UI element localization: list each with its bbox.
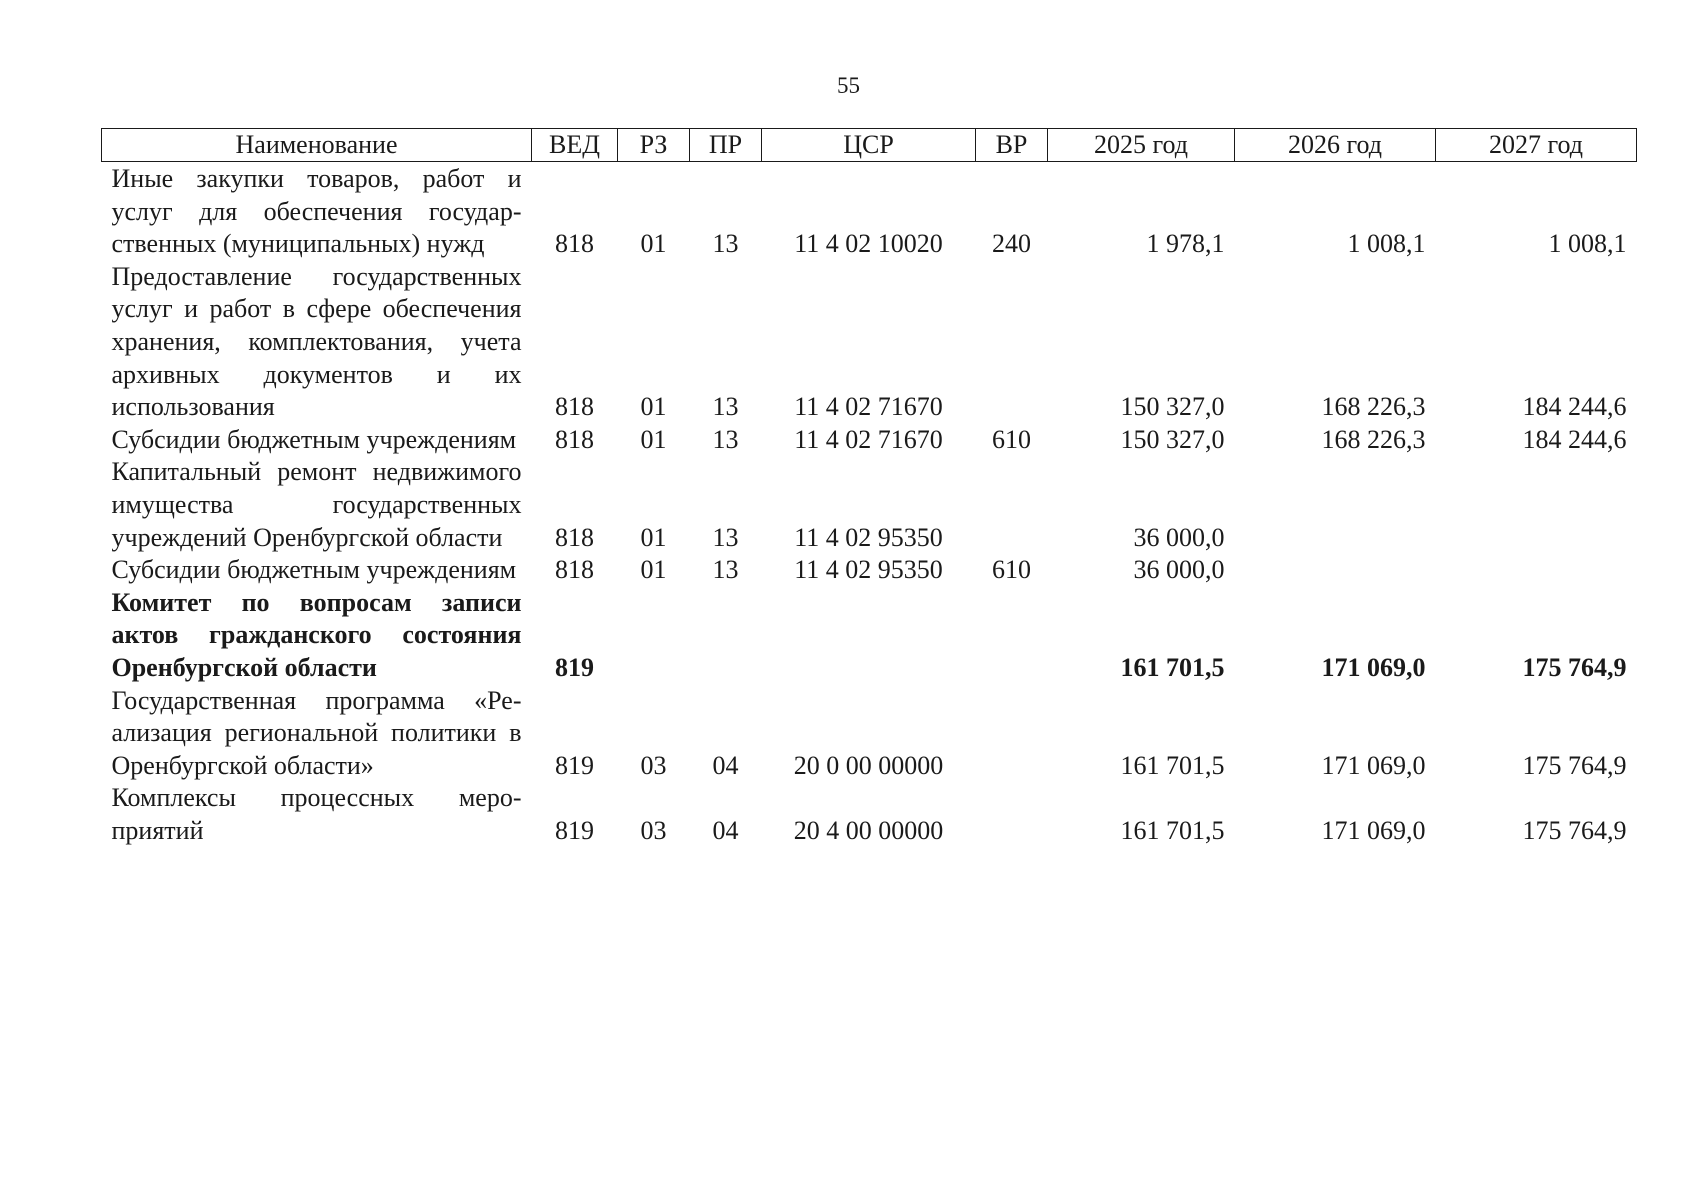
- row-2026: 1 008,1: [1347, 229, 1426, 259]
- row-vr: [976, 456, 1048, 554]
- row-csr: [762, 587, 976, 685]
- row-ved: 818: [555, 522, 594, 552]
- table-row: [102, 685, 1637, 783]
- row-rz: 03: [640, 815, 667, 845]
- row-vr: [976, 685, 1048, 783]
- row-pr: 13: [712, 522, 739, 552]
- header-ved: ВЕД: [532, 129, 618, 162]
- table-header: [102, 129, 1637, 162]
- row-rz: 03: [640, 750, 667, 780]
- header-csr: ЦСР: [762, 129, 976, 162]
- row-vr: 610: [992, 424, 1031, 454]
- page-number: 55: [837, 73, 860, 98]
- table-row: [102, 782, 1637, 847]
- row-2027: 184 244,6: [1522, 424, 1627, 454]
- row-csr: 20 0 00 00000: [793, 750, 944, 780]
- table-row: [102, 261, 1637, 424]
- row-2027: 175 764,9: [1522, 815, 1627, 845]
- row-rz: 01: [640, 392, 667, 422]
- row-rz: 01: [640, 424, 667, 454]
- row-csr: 11 4 02 71670: [794, 424, 943, 454]
- row-2025: 150 327,0: [1120, 424, 1225, 454]
- row-ved: 818: [555, 392, 594, 422]
- table-row: [102, 424, 1637, 457]
- row-csr: 11 4 02 10020: [794, 229, 943, 259]
- row-2025: 161 701,5: [1120, 815, 1225, 845]
- row-vr: [976, 261, 1048, 424]
- row-pr: 13: [712, 392, 739, 422]
- row-name: Предоставление государственных услуг и работ в сфере обеспечения хранения, комплектования, учета архивных документов и их использования: [111, 261, 522, 422]
- row-2026: 171 069,0: [1321, 815, 1426, 845]
- row-2025: 150 327,0: [1120, 392, 1225, 422]
- header-2026: 2026 год: [1235, 129, 1436, 162]
- row-2027: 175 764,9: [1522, 652, 1627, 682]
- row-csr: 11 4 02 95350: [794, 555, 943, 585]
- row-csr: 11 4 02 95350: [794, 522, 943, 552]
- row-name: Иные закупки товаров, работ и услуг для обеспечения государственных (муниципальных) нужд: [111, 164, 522, 259]
- row-csr: 11 4 02 71670: [794, 392, 943, 422]
- row-ved: 818: [555, 555, 594, 585]
- row-ved: 819: [555, 652, 594, 682]
- row-ved: 818: [555, 229, 594, 259]
- header-row: [102, 129, 1637, 162]
- row-rz: 01: [640, 522, 667, 552]
- row-name: Субсидии бюджетным учреждениям: [111, 555, 517, 585]
- row-rz: [618, 587, 690, 685]
- row-2026: 168 226,3: [1321, 424, 1426, 454]
- header-vr: ВР: [976, 129, 1048, 162]
- row-2025: 36 000,0: [1133, 522, 1225, 552]
- row-2026: [1235, 554, 1436, 587]
- row-pr: [690, 587, 762, 685]
- table-row: [102, 554, 1637, 587]
- row-2027: [1436, 456, 1637, 554]
- row-vr: 610: [992, 555, 1031, 585]
- row-pr: 04: [712, 815, 739, 845]
- table-row-section: [102, 587, 1637, 685]
- header-name: Наименование: [102, 129, 532, 162]
- row-vr: [976, 782, 1048, 847]
- row-2025: 161 701,5: [1120, 652, 1225, 682]
- table-row: [102, 162, 1637, 261]
- row-name: Капитальный ремонт недвижимого имущества государственных учреждений Оренбургской области: [111, 457, 522, 552]
- row-pr: 13: [712, 555, 739, 585]
- row-ved: 819: [555, 750, 594, 780]
- row-2027: 1 008,1: [1548, 229, 1627, 259]
- row-2026: 171 069,0: [1321, 750, 1426, 780]
- row-pr: 13: [712, 424, 739, 454]
- row-pr: 13: [712, 229, 739, 259]
- row-rz: 01: [640, 229, 667, 259]
- row-2025: 36 000,0: [1133, 555, 1225, 585]
- header-2027: 2027 год: [1436, 129, 1637, 162]
- header-rz: РЗ: [618, 129, 690, 162]
- row-2025: 1 978,1: [1146, 229, 1225, 259]
- table-row: [102, 456, 1637, 554]
- row-pr: 04: [712, 750, 739, 780]
- row-name: Комитет по вопросам записи актов гражданского состояния Оренбургской области: [111, 587, 522, 682]
- row-rz: 01: [640, 555, 667, 585]
- row-2025: 161 701,5: [1120, 750, 1225, 780]
- row-vr: [976, 587, 1048, 685]
- row-ved: 819: [555, 815, 594, 845]
- row-name: Государственная программа «Реализация региональной политики в Оренбургской области»: [111, 685, 522, 780]
- row-2026: 168 226,3: [1321, 392, 1426, 422]
- row-vr: 240: [992, 229, 1031, 259]
- header-2025: 2025 год: [1048, 129, 1235, 162]
- row-2027: 175 764,9: [1522, 750, 1627, 780]
- header-pr: ПР: [690, 129, 762, 162]
- row-2027: [1436, 554, 1637, 587]
- row-csr: 20 4 00 00000: [793, 815, 944, 845]
- table-body: [102, 162, 1637, 848]
- row-2027: 184 244,6: [1522, 392, 1627, 422]
- row-name: Субсидии бюджетным учреждениям: [111, 424, 517, 454]
- budget-table: [101, 128, 1637, 847]
- row-2026: [1235, 456, 1436, 554]
- row-name: Комплексы процессных мероприятий: [111, 783, 522, 845]
- row-ved: 818: [555, 424, 594, 454]
- row-2026: 171 069,0: [1321, 652, 1426, 682]
